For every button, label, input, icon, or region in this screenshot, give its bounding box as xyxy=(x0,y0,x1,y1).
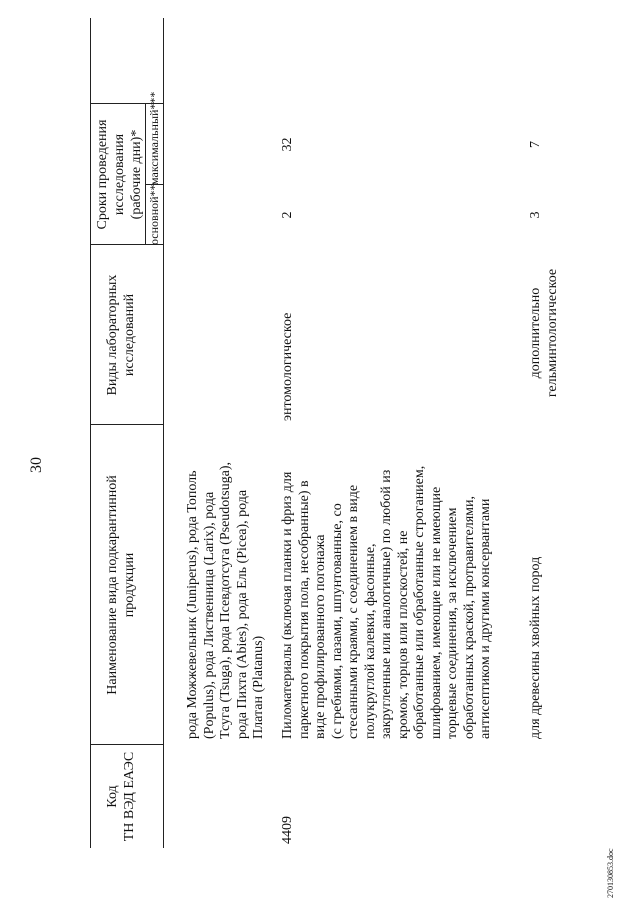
row-2-max: 32 xyxy=(280,137,295,152)
header-code: Код ТН ВЭД ЕАЭС xyxy=(105,751,137,842)
header-terms: Сроки проведения исследования (рабочие дни)* xyxy=(95,119,144,230)
table-top-border xyxy=(90,18,91,848)
row-3-lab-type: дополнительно гельминтологическое xyxy=(528,268,560,398)
row-1-name: рода Можжевельник (Juniperus), рода Тополь (Populus), рода Лиственница (Larix), рода Тсуга (Tsuga), рода Псевдотсуга (Pseudotsuga), рода Пихта (Abies), рода Ель (Picea), рода Платан (Platanus) xyxy=(185,461,266,739)
header-lab-types: Виды лабораторных исследований xyxy=(105,274,137,396)
header-product-name: Наименование вида подкарантинной продукции xyxy=(105,475,137,695)
row-3-basic: 3 xyxy=(528,211,543,219)
header-max: максимальный*** xyxy=(147,91,161,185)
row-2-basic: 2 xyxy=(280,211,295,219)
row-2-lab-type: энтомологическое xyxy=(280,312,295,421)
header-bottom-border xyxy=(163,18,164,848)
footer-filename: 270130853.doc xyxy=(606,848,615,898)
page-number: 30 xyxy=(28,457,45,473)
row-2-code: 4409 xyxy=(280,816,295,844)
row-3-max: 7 xyxy=(528,141,543,148)
row-2-name: Пиломатериалы (включая планки и фриз для паркетного покрытия пола, несобранные) в виде профилированного погонажа (с гребнями, пазами, шпунтованные, со стесанными краями, с соединением в виде полукруглой калевки, фасонные, закругленные или аналогичные) по любой из кромок, торцов или плоскостей, не обработанные или обработанные строганием, шлифованием, имеющие или не имеющие торцевые соединения, за исключением обработанных краской, протравителями, антисептиком и другими консервантами xyxy=(280,465,493,739)
header-basic: основной** xyxy=(147,184,161,245)
row-3-name: для древесины хвойных пород xyxy=(528,556,543,739)
